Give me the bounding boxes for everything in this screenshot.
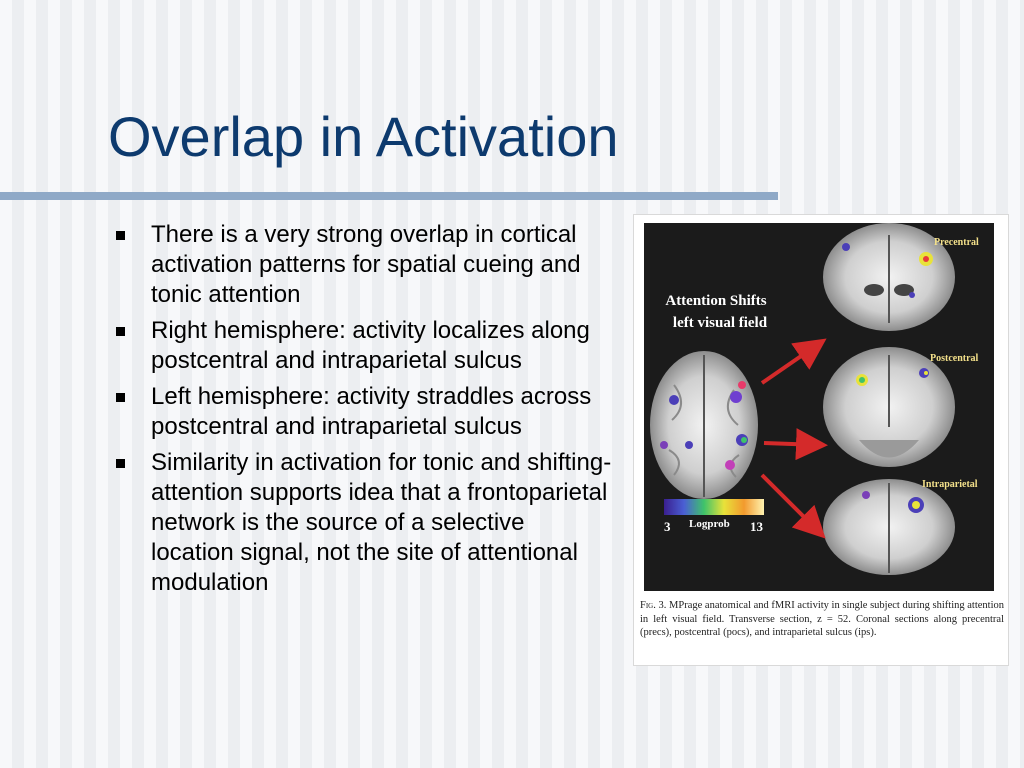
- figure-heading-line1: Attention Shifts: [665, 293, 767, 309]
- caption-text: MPrage anatomical and fMRI activity in single subject during shifting attention in left visual field. Transverse section, z = 52. Coronal sections along precentral (precs), postcentral (pocs), and intraparietal sulcus (ips).: [640, 600, 1005, 638]
- bullet-text: Similarity in activation for tonic and shifting-attention supports idea that a frontoparietal network is the source of a selective location signal, not the site of attentional modulation: [151, 449, 612, 596]
- square-bullet-icon: [116, 231, 125, 240]
- title-divider: [0, 192, 778, 200]
- square-bullet-icon: [116, 393, 125, 402]
- caption-figure-number: Fig. 3.: [640, 600, 667, 611]
- bullet-text: Right hemisphere: activity localizes along postcentral and intraparietal sulcus: [151, 317, 590, 374]
- bullet-text: Left hemisphere: activity straddles across postcentral and intraparietal sulcus: [151, 383, 592, 440]
- scale-max-label: 13: [750, 519, 763, 534]
- bullet-item: [112, 448, 612, 598]
- figure-graphic: [634, 215, 1008, 595]
- figure-caption: [640, 599, 1004, 640]
- brain-figure: [633, 214, 1009, 666]
- bullet-item: [112, 316, 612, 376]
- precentral-label: Precentral: [934, 237, 979, 248]
- bullet-item: [112, 220, 612, 310]
- postcentral-label: Postcentral: [930, 353, 979, 364]
- scale-min-label: 3: [664, 519, 671, 534]
- arrow-to-postcentral: [764, 443, 820, 445]
- scale-title-label: Logprob: [689, 518, 730, 530]
- transverse-brain-section: [650, 351, 758, 499]
- bullet-list: [112, 220, 612, 604]
- figure-heading-line2: left visual field: [672, 315, 768, 331]
- slide-title: Overlap in Activation: [108, 105, 619, 168]
- square-bullet-icon: [116, 327, 125, 336]
- intraparietal-label: Intraparietal: [922, 479, 978, 490]
- bullet-text: There is a very strong overlap in cortical activation patterns for spatial cueing and tonic attention: [151, 221, 581, 308]
- logprob-color-scale: [664, 499, 764, 515]
- square-bullet-icon: [116, 459, 125, 468]
- bullet-item: [112, 382, 612, 442]
